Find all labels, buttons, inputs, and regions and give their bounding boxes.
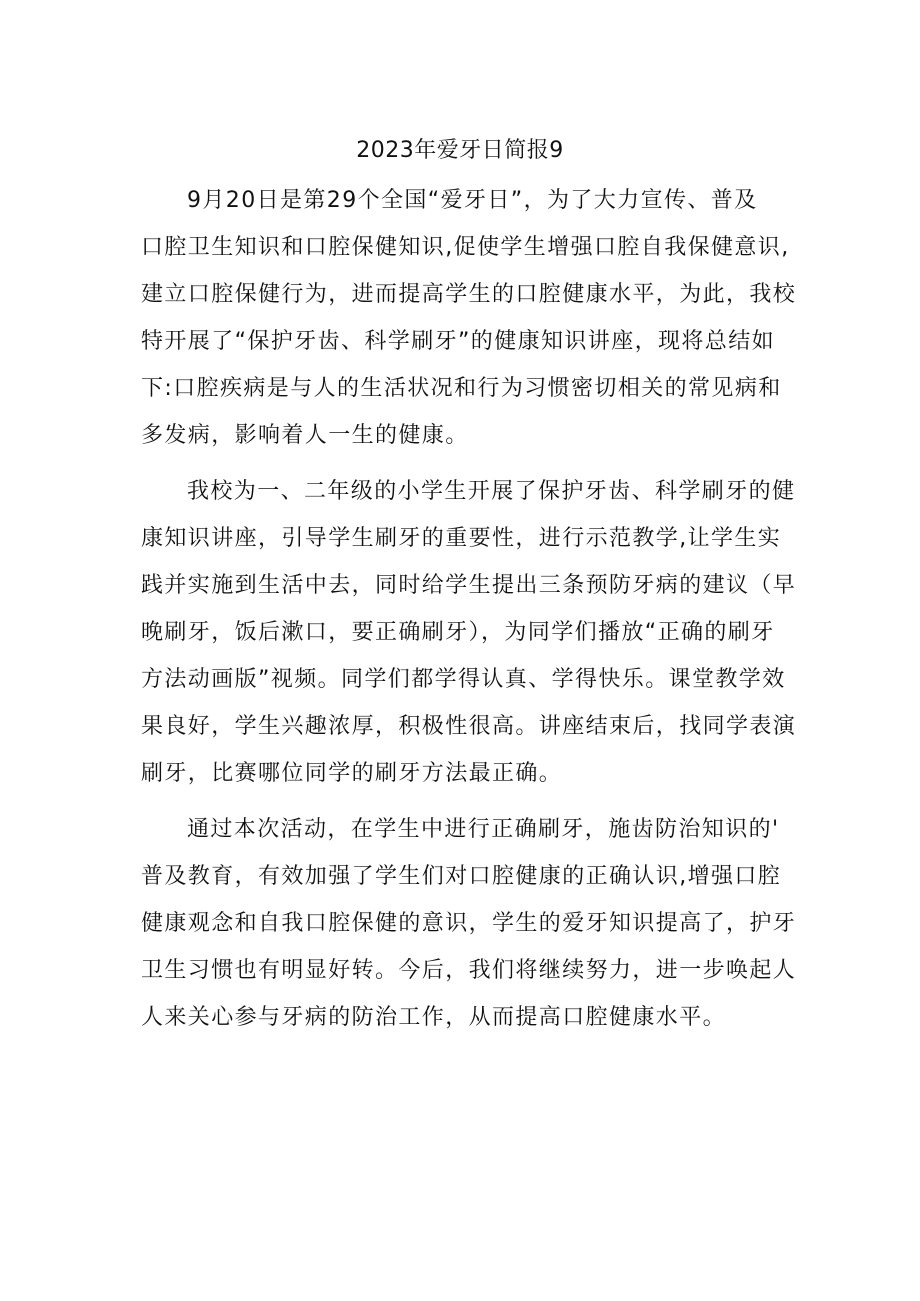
document-title: 2023年爱牙日简报9 (356, 138, 564, 163)
paragraph-2 (141, 468, 797, 797)
paragraph-3 (141, 806, 797, 1041)
paragraph-line: 方法动画版”视频。同学们都学得认真、学得快乐。课堂教学效 (141, 667, 786, 692)
paragraph-line: 康知识讲座，引导学生刷牙的重要性，进行示范教学,让学生实 (141, 526, 782, 551)
paragraph-line: 建立口腔保健行为，进而提高学生的口腔健康水平，为此，我校 (141, 282, 797, 307)
paragraph-line: 健康观念和自我口腔保健的意识，学生的爱牙知识提高了，护牙 (141, 911, 797, 936)
paragraph-line: 人来关心参与牙病的防治工作，从而提高口腔健康水平。 (141, 1005, 727, 1030)
paragraph-line: 普及教育，有效加强了学生们对口腔健康的正确认识,增强口腔 (141, 864, 782, 889)
paragraph-line: 口腔卫生知识和口腔保健知识,促使学生增强口腔自我保健意识, (141, 235, 790, 260)
paragraph-1 (141, 177, 797, 459)
paragraph-line: 9月20日是第29个全国“爱牙日”，为了大力宣传、普及 (187, 188, 758, 213)
paragraph-line: 下:口腔疾病是与人的生活状况和行为习惯密切相关的常见病和 (141, 376, 782, 401)
paragraph-line: 刷牙，比赛哪位同学的刷牙方法最正确。 (141, 761, 563, 786)
paragraph-line: 卫生习惯也有明显好转。今后，我们将继续努力，进一步唤起人 (141, 958, 797, 983)
paragraph-line: 践并实施到生活中去，同时给学生提出三条预防牙病的建议（早 (141, 573, 797, 598)
paragraph-line: 晚刷牙，饭后漱口，要正确刷牙），为同学们播放“正确的刷牙 (141, 620, 775, 645)
document-body (141, 177, 797, 1041)
paragraph-line: 多发病，影响着人一生的健康。 (141, 423, 469, 448)
paragraph-line: 特开展了“保护牙齿、科学刷牙”的健康知识讲座，现将总结如 (141, 329, 775, 354)
paragraph-line: 通过本次活动，在学生中进行正确刷牙，施齿防治知识的' (187, 817, 780, 842)
paragraph-line: 我校为一、二年级的小学生开展了保护牙齿、科学刷牙的健 (187, 479, 796, 504)
paragraph-line: 果良好，学生兴趣浓厚，积极性很高。讲座结束后，找同学表演 (141, 714, 797, 739)
